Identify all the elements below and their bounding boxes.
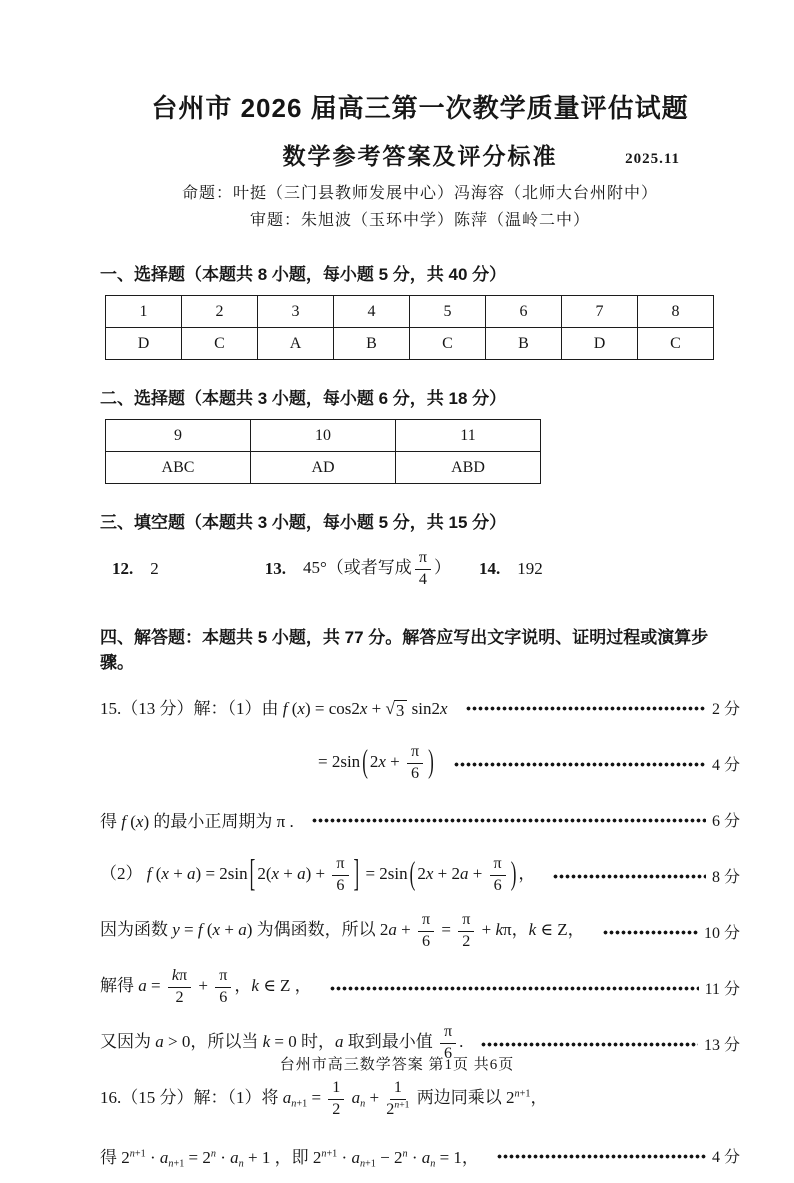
question-number-row [106, 420, 541, 452]
question-number: 14. [478, 559, 501, 579]
answer-row [106, 452, 541, 484]
question-number-cell: 1 [106, 296, 182, 328]
fill-blank-answers [112, 539, 740, 599]
solution-line [100, 1071, 740, 1127]
solution-math: 得 f (x) 的最小正周期为 π . [100, 811, 294, 831]
question-number-cell: 11 [396, 420, 541, 452]
answer-cell: B [486, 328, 562, 360]
dotted-leader [330, 986, 699, 991]
answer-cell: ABC [106, 452, 251, 484]
solution-math: 解得 a = $\frac{k\pi}{2}$ + $\frac{\pi}{6}$ ，k ∈ Z ， [100, 967, 312, 1006]
dotted-leader [497, 1154, 706, 1159]
solution-line [100, 903, 740, 959]
fill-blank-answer [265, 549, 451, 589]
solution-line [100, 735, 740, 791]
exam-title: 台州市 2026 届高三第一次教学质量评估试题 [151, 93, 689, 123]
dotted-leader [481, 1042, 698, 1047]
page-footer: 台州市高三数学答案 第1页 共6页 [279, 1057, 515, 1073]
dotted-leader [603, 930, 698, 935]
question-number-row [106, 296, 714, 328]
solution-line [100, 959, 740, 1015]
answer-cell: ABD [396, 452, 541, 484]
subtitle-row [100, 138, 740, 171]
score-label: 10 分 [703, 924, 740, 942]
solution-math: （2） f (x + a) = 2sin [ 2(x + a) + $\frac{\pi}{6}$ ] = 2sin ( 2x + 2a + $\frac{\pi}{6}$ ) ， [100, 851, 536, 895]
question-number-cell: 9 [106, 420, 251, 452]
answer-value: 192 [517, 559, 543, 579]
answer-cell: C [410, 328, 486, 360]
score-label: 4 分 [711, 756, 740, 774]
score-label: 13 分 [703, 1036, 740, 1054]
dotted-leader [454, 762, 706, 767]
solution-math: = 2sin ( 2x + $\frac{\pi}{6}$ ) [318, 742, 434, 782]
question-number-cell: 8 [638, 296, 714, 328]
answer-cell: C [182, 328, 258, 360]
solution-math: 得 $2^{n+1} \cdot a_{n+1} = 2^n \cdot a_n + 1$ ，即 $2^{n+1} \cdot a_{n+1} - 2^n \cdot a_n = 1$， [100, 1147, 479, 1170]
solution-math: 又因为 a > 0，所以当 k = 0 时，a 取到最小值 $\frac{\pi}{6}$ . [100, 1023, 464, 1062]
section-2-heading: 二、选择题（本题共 3 小题，每小题 6 分，共 18 分） [100, 389, 507, 409]
page-header [100, 88, 740, 234]
question-number-cell: 10 [251, 420, 396, 452]
answer-cell: B [334, 328, 410, 360]
score-label: 6 分 [711, 812, 740, 830]
dotted-leader [553, 874, 706, 879]
question-number-cell: 5 [410, 296, 486, 328]
answer-cell: D [562, 328, 638, 360]
solution-math: 因为函数 y = f (x + a) 为偶函数，所以 2a + $\frac{\pi}{6}$ = $\frac{\pi}{2}$ + kπ，k ∈ Z， [100, 911, 585, 950]
score-label: 2 分 [711, 700, 740, 718]
fill-blank-answer [479, 559, 543, 579]
solution-math: 16.（15 分）解：（1）将 $a_{n+1}$ = $\frac{1}{2}$ $a_n$ + $\frac{1}{2^{n+1}}$ 两边同乘以 $2^{n+1}$， [100, 1079, 548, 1118]
answer-row [106, 328, 714, 360]
score-label: 11 分 [704, 980, 740, 998]
question-number-cell: 2 [182, 296, 258, 328]
exam-date: 2025.11 [625, 151, 680, 167]
reviewer-line: 审题：朱旭波（玉环中学）陈萍（温岭二中） [249, 212, 590, 230]
answer-value: 2 [150, 559, 159, 579]
score-label: 8 分 [711, 868, 740, 886]
question-number: 13. [264, 559, 286, 579]
mc2-answer-table [105, 419, 541, 484]
question-number-cell: 4 [334, 296, 410, 328]
section-3-heading: 三、填空题（本题共 3 小题，每小题 5 分，共 15 分） [100, 513, 507, 533]
solution-line [100, 847, 740, 903]
answer-cell: D [106, 328, 182, 360]
mc1-answer-table [105, 295, 714, 360]
solution-line [100, 791, 740, 847]
answer-value: 45°（或者写成 $\frac{\pi}{4}$ ） [303, 549, 451, 588]
dotted-leader [312, 818, 706, 823]
question-number-cell: 3 [258, 296, 334, 328]
fill-blank-answer [112, 559, 159, 579]
section-4-heading: 四、解答题：本题共 5 小题，共 77 分。解答应写出文字说明、证明过程或演算步骤。 [100, 628, 709, 673]
score-label: 4 分 [711, 1148, 740, 1166]
section-1-heading: 一、选择题（本题共 8 小题，每小题 5 分，共 40 分） [100, 265, 507, 285]
answer-key-title: 数学参考答案及评分标准 [282, 143, 558, 169]
solution-lines [100, 679, 740, 1183]
solution-line [100, 1127, 740, 1183]
solution-line [100, 679, 740, 735]
solution-math: 15.（13 分）解：（1）由 f (x) = cos2x + √ 3 sin2x [100, 699, 448, 720]
answer-cell: A [258, 328, 334, 360]
answer-cell: C [638, 328, 714, 360]
dotted-leader [466, 706, 706, 711]
question-number-cell: 6 [486, 296, 562, 328]
answer-cell: AD [251, 452, 396, 484]
question-number-cell: 7 [562, 296, 638, 328]
question-number: 12. [112, 559, 134, 579]
proposer-line: 命题：叶挺（三门县教师发展中心）冯海容（北师大台州附中） [181, 185, 658, 202]
